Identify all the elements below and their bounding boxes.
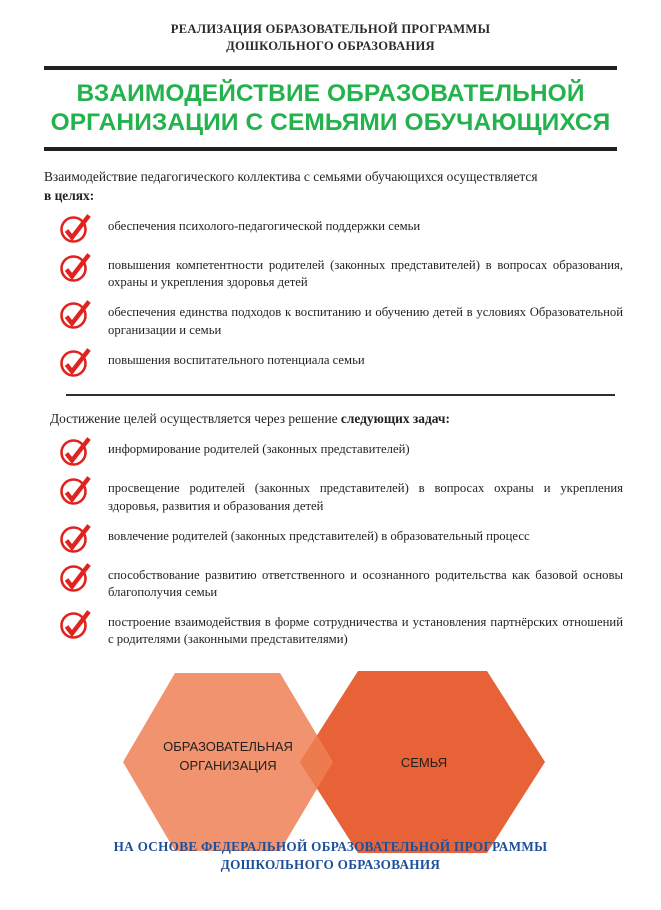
check-circle-icon: [58, 608, 92, 640]
goals-list: [44, 216, 623, 378]
title-block: [44, 66, 617, 151]
footer-line-2: ДОШКОЛЬНОГО ОБРАЗОВАНИЯ: [220, 857, 441, 872]
kicker-line-2: ДОШКОЛЬНОГО ОБРАЗОВАНИЯ: [226, 38, 435, 53]
hexagon-left-label-line-1: ОБРАЗОВАТЕЛЬНАЯ: [163, 738, 293, 754]
title-line-1: ВЗАИМОДЕЙСТВИЕ ОБРАЗОВАТЕЛЬНОЙ: [76, 80, 585, 107]
hexagon-diagram: [0, 667, 661, 857]
content-area: [44, 168, 623, 649]
list-item-text: обеспечения единства подходов к воспитанию и обучению детей в условиях Образовательной организации и семьи: [108, 305, 623, 337]
list-item: [44, 255, 623, 291]
list-item-text: способствование развитию ответственного и осознанного родительства как базовой основы благополучия семьи: [108, 567, 623, 599]
list-item: [44, 526, 623, 554]
list-item: [44, 216, 623, 244]
footer-note: [0, 838, 661, 874]
tasks-lead-bold: следующих задач:: [340, 410, 450, 426]
tasks-list: [44, 439, 623, 648]
goals-lead: [44, 168, 623, 205]
list-item-text: повышения компетентности родителей (законных представителей) в вопросах образования, охраны и укрепления здоровья детей: [108, 258, 623, 290]
check-circle-icon: [58, 298, 92, 330]
hexagon-left-label-line-2: ОРГАНИЗАЦИЯ: [179, 757, 277, 773]
list-item: [44, 565, 623, 601]
list-item: [44, 439, 623, 467]
list-item-text: повышения воспитательного потенциала семьи: [108, 352, 365, 367]
kicker-line-1: РЕАЛИЗАЦИЯ ОБРАЗОВАТЕЛЬНОЙ ПРОГРАММЫ: [170, 22, 491, 36]
hexagon-right-label: СЕМЬЯ: [400, 754, 448, 770]
section-divider: [66, 394, 615, 396]
list-item-text: просвещение родителей (законных представителей) в вопросах охраны и укрепления здоровья, развития и образования детей: [108, 481, 623, 513]
title-line-2: ОРГАНИЗАЦИИ С СЕМЬЯМИ ОБУЧАЮЩИХСЯ: [50, 109, 611, 136]
goals-lead-line-2: в целях:: [44, 187, 95, 203]
check-circle-icon: [58, 474, 92, 506]
tasks-lead: [44, 410, 623, 429]
tasks-lead-prefix: Достижение целей осуществляется через решение: [50, 410, 341, 426]
check-circle-icon: [58, 561, 92, 593]
goals-lead-line-1: Взаимодействие педагогического коллектива с семьями обучающихся осуществляется: [44, 169, 538, 184]
header-kicker: [0, 0, 661, 54]
check-circle-icon: [58, 212, 92, 244]
check-circle-icon: [58, 522, 92, 554]
list-item: [44, 478, 623, 514]
list-item-text: информирование родителей (законных представителей): [108, 442, 410, 457]
check-circle-icon: [58, 435, 92, 467]
page-title: [44, 79, 617, 137]
list-item-text: обеспечения психолого-педагогической поддержки семьи: [108, 219, 421, 233]
list-item: [44, 350, 623, 378]
list-item: [44, 612, 623, 648]
list-item-text: построение взаимодействия в форме сотрудничества и установления партнёрских отношений с родителями (законными представителями): [108, 615, 623, 647]
check-circle-icon: [58, 346, 92, 378]
footer-line-1: НА ОСНОВЕ ФЕДЕРАЛЬНОЙ ОБРАЗОВАТЕЛЬНОЙ ПРОГРАММЫ: [113, 839, 548, 854]
check-circle-icon: [58, 251, 92, 283]
list-item: [44, 302, 623, 338]
list-item-text: вовлечение родителей (законных представителей) в образовательный процесс: [108, 528, 530, 543]
